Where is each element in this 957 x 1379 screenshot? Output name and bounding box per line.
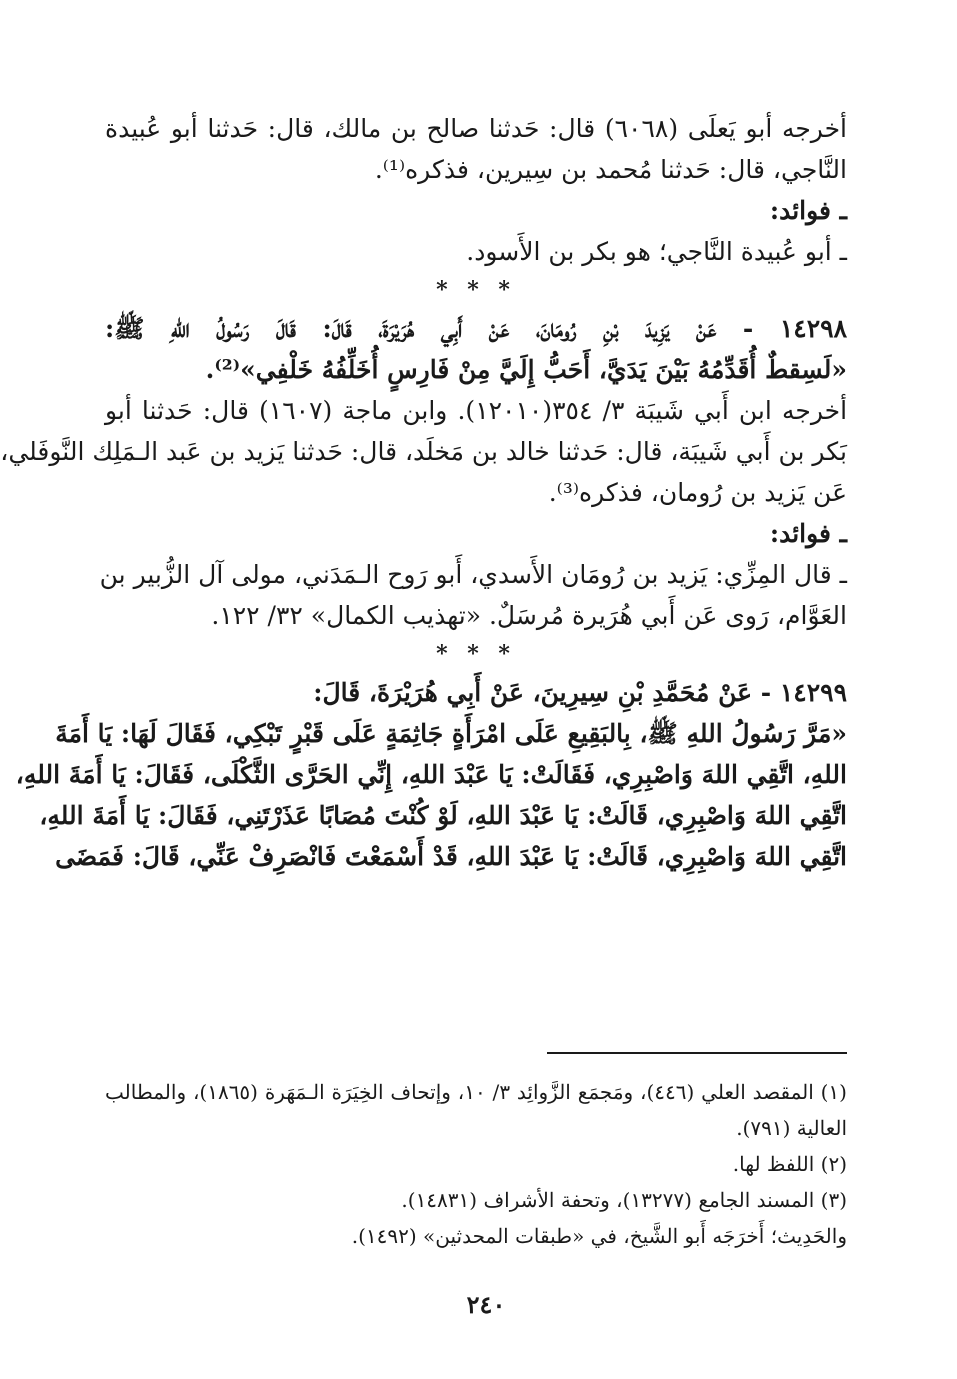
text-line: النَّاجي، قال: حَدثنا مُحمد بن سِيرين، فذكره⁽¹⁾. (374, 155, 847, 184)
text-line: بَكر بن أَبي شَيبَة، قال: حَدثنا خالد بن مَخلَد، قال: حَدثنا يَزيد بن عَبد الـمَلِك النَّوفَلي، (0, 437, 847, 466)
text-line: ـ أبو عُبيدة النَّاجي؛ هو بكر بن الأَسود. (466, 237, 847, 266)
footnote-divider (547, 1052, 847, 1054)
hadith-line: اتَّقِي اللهَ وَاصْبِرِي، قَالَتْ: يَا عَبْدَ اللهِ، لَوْ كُنْتَ مُصَابًا عَذَرْتَنِي، فَقَالَ: يَا أَمَةَ اللهِ، (39, 801, 847, 830)
footnote-line: (٣) المسند الجامع (١٣٢٧٧)، وتحفة الأشراف (١٤٨٣١). (401, 1188, 847, 1212)
hadith-line: «لَسِقطٌ أُقَدِّمُهُ بَيْنَ يَدَيَّ، أَحَبُّ إِلَيَّ مِنْ فَارِسٍ أُخَلِّفُهُ خَلْفِي»⁽²⁾. (205, 355, 847, 384)
section-heading: ـ فوائد: (769, 519, 847, 548)
text-line: أخرجه ابن أَبي شَيبَة ٣/ ٣٥٤(١٢٠١٠). وابن ماجة (١٦٠٧) قال: حَدثنا أبو (105, 396, 848, 425)
hadith-line: اتَّقِي اللهَ وَاصْبِرِي، قَالَتْ: يَا عَبْدَ اللهِ، قَدْ أَسْمَعْتَ فَانْصَرِفْ عَنِّي، قَالَ: فَمَضَى (55, 842, 847, 871)
page-number: ٢٤٠ (466, 1290, 506, 1319)
separator: * * * (436, 277, 516, 303)
text-line: العَوَّام، رَوى عَن أَبي هُرَيرة مُرسَلٌ. «تهذيب الكمال» ٣٢/ ١٢٢. (211, 601, 847, 630)
footnote-line: والحَدِيث؛ أَخرَجَه أَبو الشَّيخ، في «طبقات المحدثين» (١٤٩٢). (351, 1224, 847, 1248)
section-heading: ـ فوائد: (769, 196, 847, 225)
footnote-line: العالية (٧٩١). (736, 1116, 847, 1140)
hadith-line: ١٤٢٩٩ - عَنْ مُحَمَّدِ بْنِ سِيرِينَ، عَنْ أَبِي هُرَيْرَةَ، قَالَ: (313, 678, 847, 707)
footnotes (105, 1074, 847, 1254)
text-line: أخرجه أبو يَعلَى (٦٠٦٨) قال: حَدثنا صالح بن مالك، قال: حَدثنا أبو عُبيدة (105, 114, 847, 143)
separator: * * * (436, 641, 516, 667)
hadith-line: ١٤٢٩٨ - عَنْ يَزِيدَ بْنِ رُومَانَ، عَنْ أَبِي هُرَيْرَةَ، قَالَ: قَالَ رَسُولُ اللهِ ﷺ: (105, 314, 847, 343)
text-line: ـ قال المِزِّي: يَزيد بن رُومَان الأَسدي، أَبو رَوح الـمَدَني، مولى آل الزُّبير بن (99, 560, 847, 589)
text-line: عَن يَزيد بن رُومان، فذكره⁽³⁾. (548, 478, 847, 507)
footnote-line: (١) المقصد العلي (٤٤٦)، ومَجمَع الزَّوائِد ٣/ ١٠، وإتحاف الخِيَرَة الـمَهَرة (١٨٦٥)، والمطالب (105, 1080, 847, 1104)
main-text (0, 108, 848, 877)
hadith-line: اللهِ، اتَّقِي اللهَ وَاصْبِرِي، فَقَالَتْ: يَا عَبْدَ اللهِ، إِنِّي الحَرَّى الثَّكْلَى، فَقَالَ: يَا أَمَةَ اللهِ، (15, 760, 847, 789)
footnote-line: (٢) اللفظ لها. (732, 1152, 847, 1176)
hadith-line: «مَرَّ رَسُولُ اللهِ ﷺ، بِالبَقِيعِ عَلَى امْرَأَةٍ جَاثِمَةٍ عَلَى قَبْرٍ تَبْكِي، فَقَالَ لَهَا: يَا أَمَةَ (55, 719, 847, 748)
